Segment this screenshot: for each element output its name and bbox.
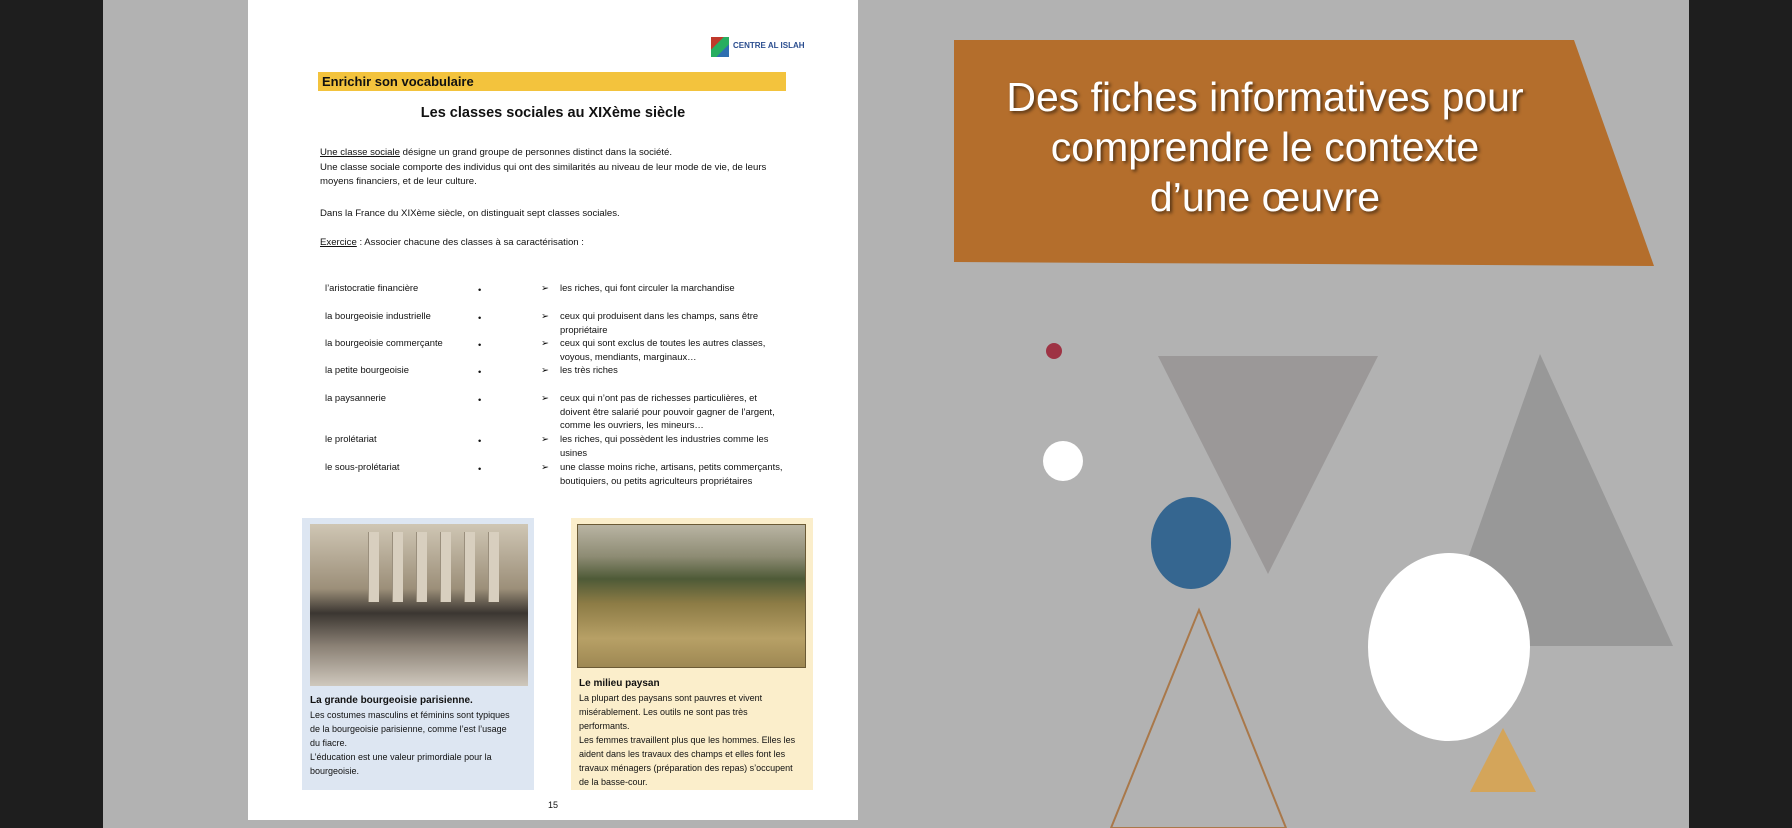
intro-paragraph: Dans la France du XIXème siècle, on distinguait sept classes sociales. (320, 208, 620, 219)
red-dot-shape (1046, 343, 1062, 359)
arrow-bullet-icon: ➢ (541, 461, 549, 472)
definition-line2: Une classe sociale comporte des individus qui ont des similarités au niveau de leur mode de vie, de leurs moyens financiers, et de leur culture. (320, 161, 767, 187)
exercise-label: Exercice (320, 237, 357, 248)
arrow-bullet-icon: ➢ (541, 282, 549, 293)
class-item: l’aristocratie financière (325, 282, 419, 293)
bullet-icon: • (478, 284, 482, 295)
caption1-line: Les costumes masculins et féminins sont typiques (310, 710, 510, 720)
headline-line: d’une œuvre (1149, 174, 1381, 220)
class-item: la bourgeoisie industrielle (325, 310, 431, 321)
bourgeoisie-painting-image (310, 524, 528, 686)
bullet-icon: • (478, 394, 482, 405)
logo-cube-icon (711, 37, 729, 57)
presentation-slide (103, 0, 1689, 828)
exercise-text: : Associer chacune des classes à sa caractérisation : (356, 237, 584, 248)
definition-item: les très riches (560, 364, 618, 375)
headline-line: comprendre le contexte (1050, 124, 1480, 170)
caption2-line: travaux ménagers (préparation des repas) s’occupent (579, 763, 793, 773)
document-page (248, 0, 858, 820)
section-banner: Enrichir son vocabulaire (318, 72, 786, 91)
arrow-bullet-icon: ➢ (541, 364, 549, 375)
bullet-icon: • (478, 339, 482, 350)
arrow-bullet-icon: ➢ (541, 392, 549, 403)
paysan-painting-image (577, 524, 806, 668)
exercise-instruction (320, 236, 790, 251)
headline-line: Des fiches informatives pour (1006, 74, 1524, 120)
arrow-bullet-icon: ➢ (541, 433, 549, 444)
caption1-line: du fiacre. (310, 738, 348, 748)
caption2-line: La plupart des paysans sont pauvres et vivent (579, 693, 763, 703)
bullet-icon: • (478, 312, 482, 323)
white-large-circle-shape (1368, 553, 1530, 741)
blue-circle-shape (1151, 497, 1231, 589)
arrow-bullet-icon: ➢ (541, 310, 549, 321)
centre-logo (711, 35, 805, 61)
class-item: la bourgeoisie commerçante (325, 337, 443, 348)
caption2-line: Les femmes travaillent plus que les hommes. Elles les (579, 735, 796, 745)
bullet-icon: • (478, 366, 482, 377)
class-item: le prolétariat (325, 433, 377, 444)
definition-item: ceux qui produisent dans les champs, sans être propriétaire (560, 310, 759, 335)
bullet-icon: • (478, 435, 482, 446)
arrow-bullet-icon: ➢ (541, 337, 549, 348)
headline-banner (954, 40, 1654, 266)
definition-rest: désigne un grand groupe de personnes distinct dans la société. (400, 147, 673, 158)
tan-small-triangle-shape (1470, 728, 1536, 792)
caption1 (310, 693, 530, 778)
class-item: le sous-prolétariat (325, 461, 400, 472)
definition-term: Une classe sociale (320, 147, 400, 158)
definition-item: les riches, qui possèdent les industries comme les usines (560, 433, 769, 458)
definition-paragraph (320, 146, 790, 190)
caption2-title: Le milieu paysan (579, 678, 660, 689)
caption1-line: de la bourgeoisie parisienne, comme l’est l’usage (310, 724, 507, 734)
definition-item: les riches, qui font circuler la marchandise (560, 282, 735, 293)
caption1-line: bourgeoisie. (310, 766, 360, 776)
caption2 (579, 676, 811, 789)
outline-triangle-shape (1111, 610, 1286, 828)
caption2-line: de la basse-cour. (579, 777, 648, 787)
bullet-icon: • (478, 463, 482, 474)
caption1-title: La grande bourgeoisie parisienne. (310, 695, 473, 706)
caption1-line: L’éducation est une valeur primordiale pour la (310, 752, 492, 762)
caption2-line: aident dans les travaux des champs et elles font les (579, 749, 786, 759)
white-small-circle-shape (1043, 441, 1083, 481)
logo-text: CENTRE AL ISLAH (733, 41, 805, 50)
class-item: la petite bourgeoisie (325, 364, 409, 375)
page-number: 15 (547, 800, 558, 810)
document-title: Les classes sociales au XIXème siècle (420, 105, 686, 121)
headline-text (954, 72, 1576, 222)
definition-item: ceux qui n’ont pas de richesses particulières, et doivent être salarié pour pouvoir gagner de l’argent, comme les ouvriers, les mineurs… (560, 392, 775, 430)
caption2-line: misérablement. Les outils ne sont pas très (579, 707, 748, 717)
class-item: la paysannerie (325, 392, 386, 403)
definition-item: ceux qui sont exclus de toutes les autres classes, voyous, mendiants, marginaux… (560, 337, 766, 362)
definition-item: une classe moins riche, artisans, petits commerçants, boutiquiers, ou petits agriculteurs propriétaires (560, 461, 783, 486)
caption2-line: performants. (579, 721, 630, 731)
